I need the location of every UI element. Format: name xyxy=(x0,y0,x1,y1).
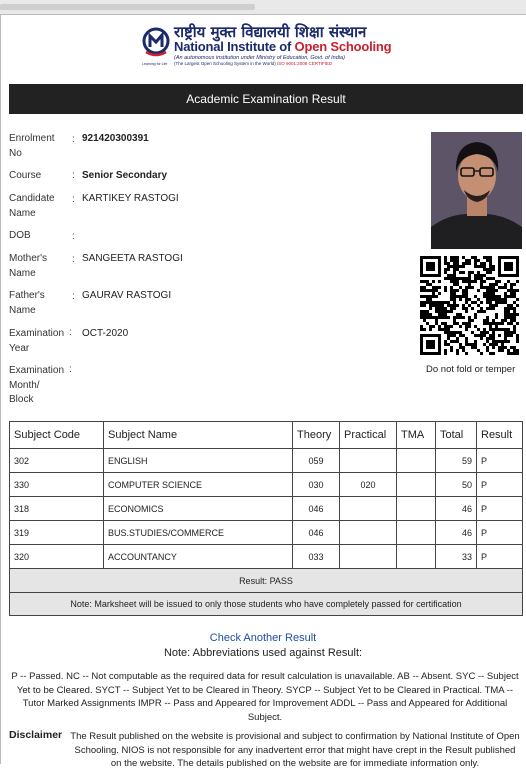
colon: : xyxy=(72,254,75,265)
subject-name-cell: ENGLISH xyxy=(104,449,293,473)
total-cell: 50 xyxy=(436,473,477,497)
result-cell: P xyxy=(477,521,523,545)
tma-cell xyxy=(397,473,436,497)
marks-table xyxy=(9,421,523,616)
candidate-name-label: Candidate Name xyxy=(9,193,55,219)
subject-code-cell: 302 xyxy=(10,449,104,473)
tma-cell xyxy=(397,449,436,473)
check-another-result-link[interactable]: Check Another Result xyxy=(209,632,317,644)
total-cell: 46 xyxy=(436,497,477,521)
english-title: National Institute of Open Schooling xyxy=(174,39,392,54)
subject-code-cell: 318 xyxy=(10,497,104,521)
mother-name-value: SANGEETA RASTOGI xyxy=(82,253,183,264)
result-cell: P xyxy=(477,545,523,569)
theory-cell: 030 xyxy=(293,473,340,497)
abbreviations-text: P -- Passed. NC -- Not computable as the required data for result calculation is unavailable. AB -- Absent. SYC -- Subject Yet to be Cleared. SYCT -- Subject Yet to be Cleared in Theory. SYCP -- Subject Yet to be Cleared in Practical. TMA -- Tutor Marked Assignments IMPR -- Pass and Appeared for Improvement ADDL -- Pass and Appeared for Additional Subject. xyxy=(11,671,519,723)
header-subject-code: Subject Code xyxy=(10,422,104,449)
practical-cell xyxy=(340,521,397,545)
table-row xyxy=(10,473,523,497)
subject-code-cell: 320 xyxy=(10,545,104,569)
result-cell: P xyxy=(477,497,523,521)
institute-subtitle: (An autonomous institution under Ministry of Education, Govt. of India) xyxy=(174,55,345,61)
result-cell: P xyxy=(477,449,523,473)
course-value: Senior Secondary xyxy=(82,170,168,181)
hindi-title: राष्ट्रीय मुक्त विद्यालयी शिक्षा संस्थान xyxy=(174,23,367,41)
colon: : xyxy=(72,231,75,242)
total-cell: 46 xyxy=(436,521,477,545)
total-cell: 59 xyxy=(436,449,477,473)
header-theory: Theory xyxy=(293,422,340,449)
colon: : xyxy=(72,291,75,302)
subject-name-cell: ACCOUNTANCY xyxy=(104,545,293,569)
candidate-photo-image xyxy=(431,132,522,249)
result-cell: P xyxy=(477,473,523,497)
tma-cell xyxy=(397,545,436,569)
colon: : xyxy=(72,170,75,181)
table-row xyxy=(10,497,523,521)
course-label: Course xyxy=(9,170,42,181)
scroll-indicator xyxy=(0,4,255,10)
institute-tagline: (The Largest Open Schooling System in the World) ISO 9001:2008 CERTIFIED xyxy=(174,61,333,66)
overall-result: Result: PASS xyxy=(10,569,523,593)
theory-cell: 033 xyxy=(293,545,340,569)
tma-cell xyxy=(397,497,436,521)
nios-emblem-icon xyxy=(142,26,170,62)
fold-warning: Do not fold or temper xyxy=(426,364,516,375)
enrolment-value: 921420300391 xyxy=(82,133,149,144)
practical-cell xyxy=(340,545,397,569)
note-row xyxy=(10,593,523,616)
exam-year-label: Examination Year xyxy=(9,328,65,354)
theory-cell: 046 xyxy=(293,497,340,521)
exam-year-value: OCT-2020 xyxy=(82,328,129,339)
browser-top-strip xyxy=(0,0,526,14)
header-subject-name: Subject Name xyxy=(104,422,293,449)
theory-cell: 046 xyxy=(293,521,340,545)
tma-cell xyxy=(397,521,436,545)
total-cell: 33 xyxy=(436,545,477,569)
nios-logo xyxy=(142,22,392,68)
header-practical: Practical xyxy=(340,422,397,449)
subject-code-cell: 319 xyxy=(10,521,104,545)
table-header-row xyxy=(10,422,523,449)
exam-block-label: Examination Month/ Block xyxy=(9,365,65,405)
table-row xyxy=(10,521,523,545)
table-row xyxy=(10,449,523,473)
practical-cell xyxy=(340,449,397,473)
header-result: Result xyxy=(477,422,523,449)
candidate-name-value: KARTIKEY RASTOGI xyxy=(82,193,179,204)
subject-name-cell: ECONOMICS xyxy=(104,497,293,521)
father-name-value: GAURAV RASTOGI xyxy=(82,290,172,301)
disclaimer-text: The Result published on the website is provisional and subject to confirmation by National Institute of Open Schooling. NIOS is not responsible for any inadvertent error that might have crept in the Result published on the website. The details published on the website are for immediate information only. xyxy=(70,731,520,769)
enrolment-label: Enrolment No xyxy=(9,133,55,159)
subject-name-cell: COMPUTER SCIENCE xyxy=(104,473,293,497)
dob-label: DOB xyxy=(9,230,31,241)
subject-code-cell: 330 xyxy=(10,473,104,497)
colon: : xyxy=(69,327,72,338)
logo-caption: Learning for Life xyxy=(142,62,168,66)
practical-cell: 020 xyxy=(340,473,397,497)
abbreviations-heading: Note: Abbreviations used against Result: xyxy=(163,647,363,659)
colon: : xyxy=(69,364,72,375)
candidate-photo xyxy=(431,132,522,249)
table-row xyxy=(10,545,523,569)
header-total: Total xyxy=(436,422,477,449)
colon: : xyxy=(72,194,75,205)
father-name-label: Father's Name xyxy=(9,290,45,316)
page-title: Academic Examination Result xyxy=(9,84,523,114)
header-tma: TMA xyxy=(397,422,436,449)
qr-code xyxy=(420,256,519,355)
colon: : xyxy=(72,134,75,145)
practical-cell xyxy=(340,497,397,521)
result-row xyxy=(10,569,523,593)
subject-name-cell: BUS.STUDIES/COMMERCE xyxy=(104,521,293,545)
marksheet-note: Note: Marksheet will be issued to only those students who have completely passed for certification xyxy=(10,593,523,616)
disclaimer-label: Disclaimer xyxy=(9,729,63,741)
mother-name-label: Mother's Name xyxy=(9,253,48,279)
theory-cell: 059 xyxy=(293,449,340,473)
